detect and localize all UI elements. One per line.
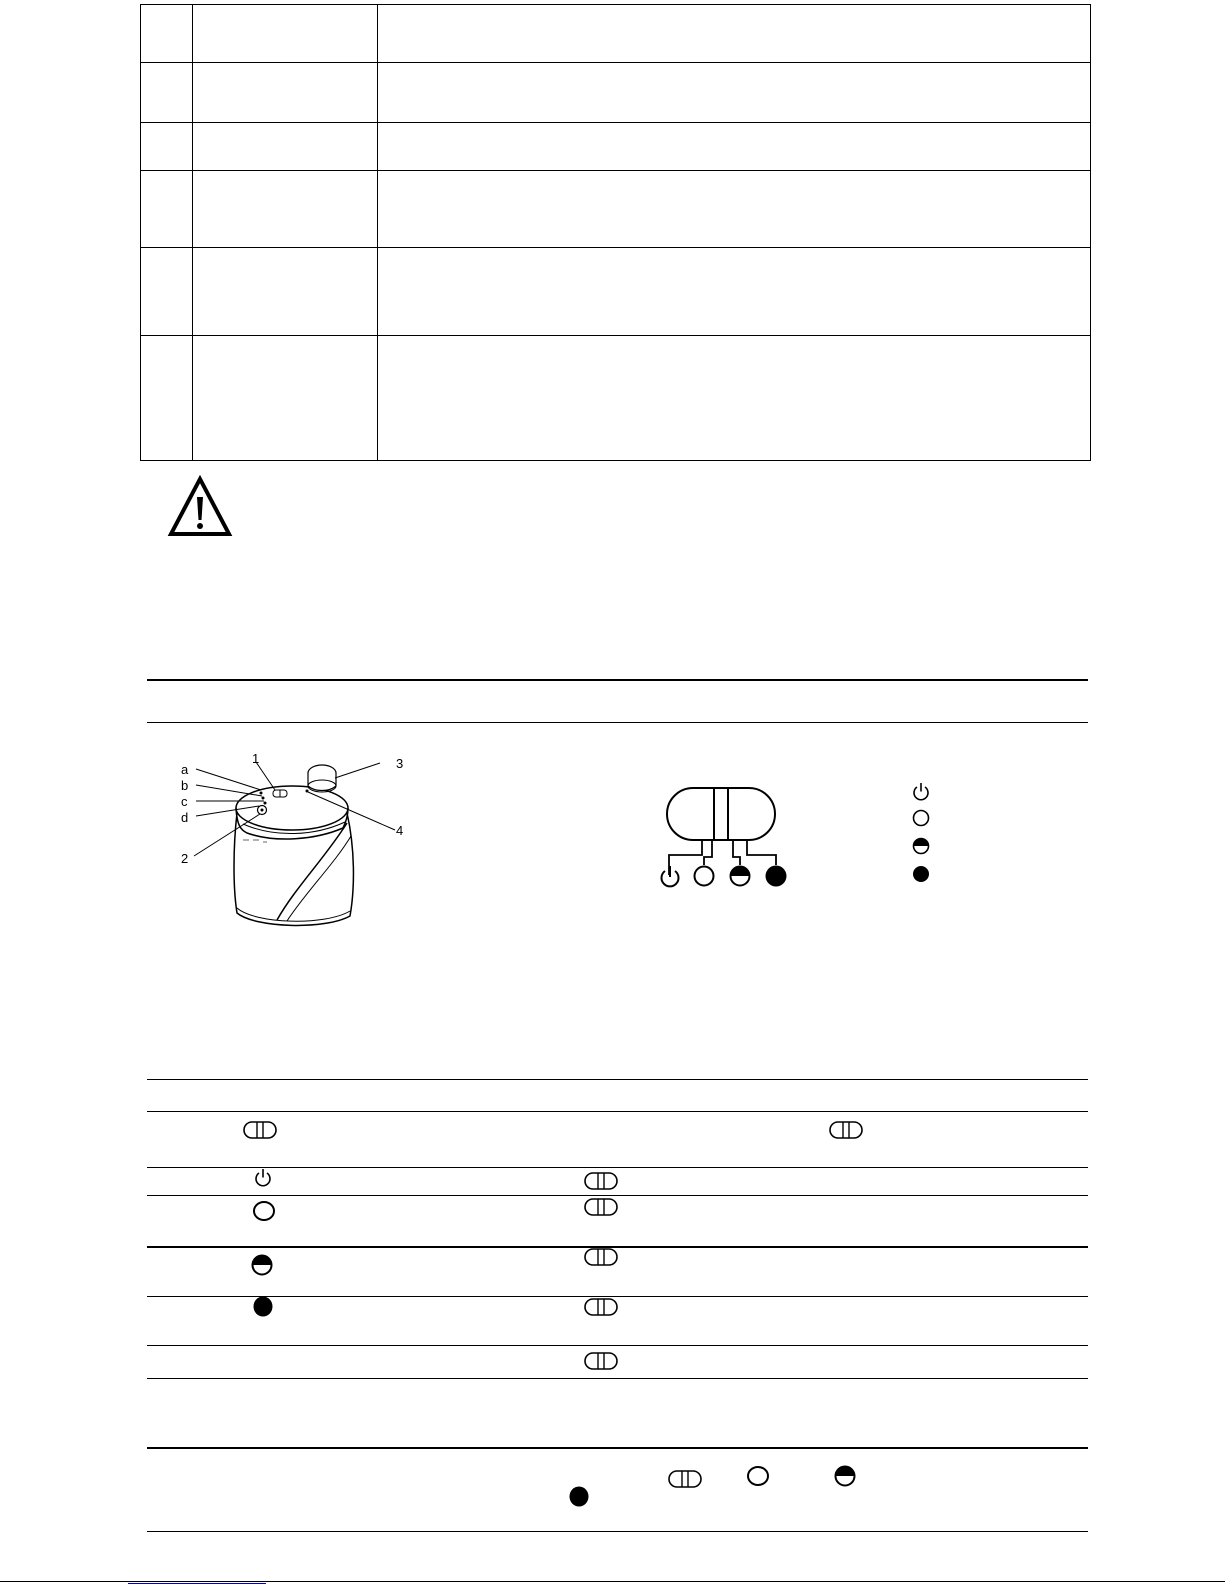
footer-rule bbox=[0, 1581, 1225, 1582]
section-rule-top bbox=[147, 679, 1088, 681]
legend-power-icon bbox=[912, 782, 930, 801]
power-symbol-switch bbox=[659, 865, 681, 889]
filled-circle-switch bbox=[765, 865, 787, 887]
callout-d: d bbox=[181, 810, 189, 825]
half-circle-icon bbox=[251, 1254, 273, 1276]
callout-2: 2 bbox=[181, 851, 189, 866]
callout-b: b bbox=[181, 778, 189, 793]
slide-switch-icon bbox=[243, 1121, 277, 1139]
empty-circle-switch bbox=[693, 865, 715, 887]
warning-triangle-icon bbox=[168, 476, 232, 538]
slide-switch-icon bbox=[668, 1470, 702, 1488]
callout-4: 4 bbox=[396, 823, 404, 838]
callout-3: 3 bbox=[396, 756, 404, 771]
legend-half-circle-icon bbox=[912, 837, 930, 855]
half-circle-switch bbox=[729, 865, 751, 887]
section-rule-bottom bbox=[147, 722, 1088, 723]
appliance-drawing bbox=[175, 748, 415, 938]
slide-switch-icon bbox=[584, 1198, 618, 1216]
callout-c: c bbox=[181, 794, 188, 809]
footer-link-underline[interactable] bbox=[128, 1583, 266, 1584]
legend-empty-circle-icon bbox=[912, 809, 930, 827]
filled-circle-icon bbox=[569, 1486, 589, 1507]
slide-switch-icon bbox=[584, 1172, 618, 1190]
slide-switch-icon bbox=[584, 1298, 618, 1316]
callout-1: 1 bbox=[252, 751, 260, 766]
slide-switch-icon bbox=[829, 1121, 863, 1139]
empty-circle-icon bbox=[252, 1200, 276, 1222]
slide-switch-icon bbox=[584, 1352, 618, 1370]
half-circle-icon bbox=[834, 1465, 856, 1487]
slide-switch-icon bbox=[584, 1248, 618, 1266]
filled-circle-icon bbox=[253, 1296, 273, 1317]
empty-circle-icon bbox=[746, 1465, 770, 1487]
callout-a: a bbox=[181, 762, 189, 777]
power-icon bbox=[254, 1168, 272, 1187]
legend-filled-circle-icon bbox=[912, 865, 930, 883]
